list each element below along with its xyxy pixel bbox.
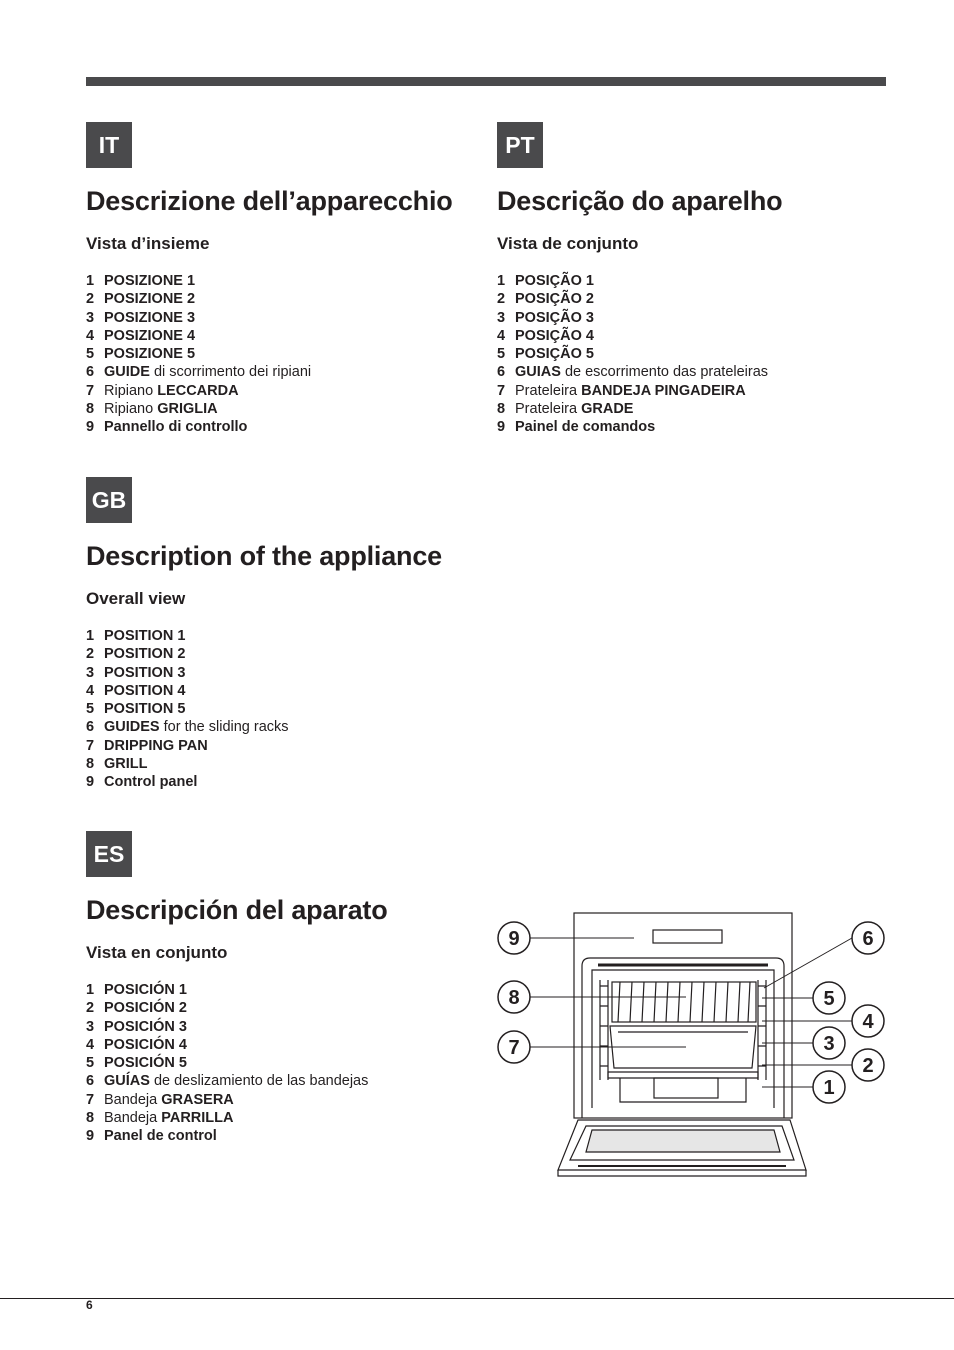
item-text-bold: POSITION 3 <box>104 664 186 681</box>
item-text-bold: POSIÇÃO 3 <box>515 309 594 326</box>
item-number: 6 <box>86 1073 95 1090</box>
side-guides <box>600 980 766 1080</box>
item-text-bold: POSITION 5 <box>104 701 186 718</box>
parts-list-item <box>86 700 289 718</box>
section-title-it: Descrizione dell’apparecchio <box>86 186 453 216</box>
item-number: 8 <box>86 756 95 773</box>
item-text-prefix: Ripiano <box>104 401 158 418</box>
item-number: 8 <box>497 401 506 418</box>
item-number: 5 <box>86 346 95 363</box>
item-number: 8 <box>86 1110 95 1127</box>
item-text-bold: GRIGLIA <box>157 401 218 418</box>
section-it <box>86 122 453 436</box>
item-number: 4 <box>497 327 506 344</box>
item-text-bold: POSICIÓN 3 <box>104 1018 187 1035</box>
callout-label-3: 3 <box>823 1033 835 1055</box>
item-text-prefix: Prateleira <box>515 382 582 399</box>
item-number: 7 <box>86 1091 95 1108</box>
item-number: 2 <box>86 646 95 663</box>
item-number: 9 <box>86 419 95 436</box>
item-text-bold: POSIZIONE 5 <box>104 346 196 363</box>
item-number: 5 <box>86 701 95 718</box>
bottom-rack <box>608 1072 758 1078</box>
parts-list-item <box>86 272 311 290</box>
item-number: 9 <box>497 419 506 436</box>
callout-label-1: 1 <box>823 1077 835 1099</box>
parts-list-item <box>86 345 311 363</box>
parts-list-item <box>86 1036 368 1054</box>
parts-list-item <box>86 1091 368 1109</box>
item-text-bold: POSIZIONE 2 <box>104 291 196 308</box>
parts-list-item <box>497 272 768 290</box>
item-text-bold: GRASERA <box>161 1091 234 1108</box>
item-text-bold: GRILL <box>104 756 148 773</box>
parts-list-item <box>497 418 768 436</box>
bottom-heating-element <box>654 1078 718 1098</box>
parts-list-pt <box>497 272 768 437</box>
item-text-bold: POSIÇÃO 2 <box>515 291 594 308</box>
item-number: 1 <box>86 273 95 289</box>
item-text-bold: POSITION 2 <box>104 646 186 663</box>
parts-list-item <box>86 382 311 400</box>
parts-list-item <box>86 1018 368 1036</box>
item-text-bold: POSIZIONE 3 <box>104 309 196 326</box>
parts-list-item <box>86 418 311 436</box>
section-title-pt: Descrição do aparelho <box>497 186 783 216</box>
page-number: 6 <box>86 1298 93 1312</box>
item-text-bold: POSIÇÃO 4 <box>515 327 594 344</box>
item-number: 3 <box>86 1018 95 1035</box>
parts-list-item <box>497 382 768 400</box>
item-text-bold: Panel de control <box>104 1128 217 1145</box>
item-text-bold: GRADE <box>581 401 634 418</box>
item-text-prefix: Bandeja <box>104 1091 162 1108</box>
item-number: 1 <box>86 628 95 644</box>
parts-list-item <box>86 645 289 663</box>
control-panel-display <box>653 930 722 943</box>
parts-list-item <box>497 400 768 418</box>
item-number: 9 <box>86 774 95 791</box>
item-text-bold: GUIDE <box>104 364 150 381</box>
oven-cabinet <box>574 913 792 1118</box>
parts-list-item <box>497 290 768 308</box>
oven-diagram <box>494 908 894 1188</box>
oven-door-base <box>558 1170 806 1176</box>
callout-label-6: 6 <box>862 928 874 950</box>
parts-list-item <box>86 682 289 700</box>
item-number: 6 <box>86 719 95 736</box>
parts-list-item <box>86 1072 368 1090</box>
item-text-bold: Pannello di controllo <box>104 419 248 436</box>
callout-label-7: 7 <box>508 1037 520 1059</box>
section-subtitle-gb: Overall view <box>86 589 186 608</box>
language-badge-es: ES <box>86 831 132 877</box>
item-number: 4 <box>86 682 95 699</box>
section-title-es: Descripción del aparato <box>86 895 388 925</box>
item-text-bold: POSIZIONE 1 <box>104 273 196 289</box>
parts-list-item <box>86 327 311 345</box>
parts-list-item <box>86 400 311 418</box>
item-text-bold: POSICIÓN 2 <box>104 1000 187 1017</box>
parts-list-item <box>86 981 368 999</box>
item-text-bold: DRIPPING PAN <box>104 737 208 754</box>
item-text-bold: PARRILLA <box>161 1110 234 1127</box>
item-number: 6 <box>497 364 506 381</box>
section-gb <box>86 477 442 791</box>
footer-rule <box>0 1298 954 1299</box>
parts-list-item <box>497 345 768 363</box>
item-number: 4 <box>86 327 95 344</box>
item-text-suffix: di scorrimento dei ripiani <box>149 364 312 381</box>
parts-list-item <box>86 309 311 327</box>
section-pt <box>497 122 783 436</box>
item-number: 4 <box>86 1036 95 1053</box>
item-text-suffix: for the sliding racks <box>159 719 289 736</box>
parts-list-item <box>86 1109 368 1127</box>
leader-line-6 <box>764 938 852 988</box>
item-number: 8 <box>86 401 95 418</box>
oven-door-glass <box>586 1130 780 1152</box>
parts-list-item <box>86 627 289 645</box>
item-number: 7 <box>86 737 95 754</box>
item-number: 3 <box>497 309 506 326</box>
item-number: 3 <box>86 664 95 681</box>
parts-list-item <box>86 1127 368 1145</box>
item-text-prefix: Ripiano <box>104 382 158 399</box>
parts-list-item <box>497 327 768 345</box>
grill-rack-bars <box>618 982 750 1022</box>
section-title-gb: Description of the appliance <box>86 541 442 571</box>
item-number: 2 <box>86 1000 95 1017</box>
item-text-bold: GUIAS <box>515 364 561 381</box>
callout-label-4: 4 <box>862 1011 874 1033</box>
item-text-bold: POSIZIONE 4 <box>104 327 196 344</box>
callout-label-9: 9 <box>508 928 520 950</box>
parts-list-es <box>86 981 368 1146</box>
section-subtitle-pt: Vista de conjunto <box>497 234 639 253</box>
parts-list-item <box>86 773 289 791</box>
section-es <box>86 831 388 1145</box>
parts-list-item <box>86 755 289 773</box>
guide-rungs-left <box>600 986 608 1066</box>
parts-list-item <box>86 737 289 755</box>
language-badge-gb: GB <box>86 477 132 523</box>
item-number: 1 <box>86 982 95 998</box>
item-text-bold: POSITION 1 <box>104 628 186 644</box>
item-number: 3 <box>86 309 95 326</box>
section-subtitle-es: Vista en conjunto <box>86 943 228 962</box>
item-number: 5 <box>86 1055 95 1072</box>
item-text-bold: POSITION 4 <box>104 682 186 699</box>
item-text-bold: Painel de comandos <box>515 419 656 436</box>
item-text-bold: LECCARDA <box>157 382 239 399</box>
item-number: 1 <box>497 273 506 289</box>
parts-list-item <box>86 718 289 736</box>
parts-list-gb <box>86 627 289 792</box>
item-text-prefix: Prateleira <box>515 401 582 418</box>
callout-label-2: 2 <box>862 1055 874 1077</box>
item-number: 5 <box>497 346 506 363</box>
item-text-bold: POSICIÓN 1 <box>104 982 187 998</box>
item-number: 2 <box>497 291 506 308</box>
parts-list-item <box>497 309 768 327</box>
parts-list-item <box>497 363 768 381</box>
callout-label-5: 5 <box>823 988 835 1010</box>
item-text-prefix: Bandeja <box>104 1110 162 1127</box>
grill-rack <box>612 982 756 1022</box>
callout-label-8: 8 <box>508 987 520 1009</box>
item-text-bold: POSICIÓN 4 <box>104 1036 187 1053</box>
header-rule <box>86 77 886 86</box>
item-text-bold: Control panel <box>104 774 198 791</box>
item-text-suffix: de deslizamiento de las bandejas <box>149 1073 369 1090</box>
item-number: 9 <box>86 1128 95 1145</box>
item-number: 7 <box>86 382 95 399</box>
item-text-bold: GUÍAS <box>104 1073 150 1090</box>
item-text-bold: POSIÇÃO 5 <box>515 346 594 363</box>
language-badge-pt: PT <box>497 122 543 168</box>
item-text-bold: GUIDES <box>104 719 160 736</box>
item-number: 7 <box>497 382 506 399</box>
parts-list-item <box>86 363 311 381</box>
parts-list-item <box>86 664 289 682</box>
item-number: 2 <box>86 291 95 308</box>
language-badge-it: IT <box>86 122 132 168</box>
item-text-bold: POSIÇÃO 1 <box>515 273 594 289</box>
parts-list-item <box>86 999 368 1017</box>
parts-list-it <box>86 272 311 437</box>
section-subtitle-it: Vista d’insieme <box>86 234 210 253</box>
item-number: 6 <box>86 364 95 381</box>
item-text-bold: BANDEJA PINGADEIRA <box>581 382 746 399</box>
item-text-suffix: de escorrimento das prateleiras <box>560 364 769 381</box>
parts-list-item <box>86 1054 368 1072</box>
item-text-bold: POSICIÓN 5 <box>104 1055 187 1072</box>
parts-list-item <box>86 290 311 308</box>
